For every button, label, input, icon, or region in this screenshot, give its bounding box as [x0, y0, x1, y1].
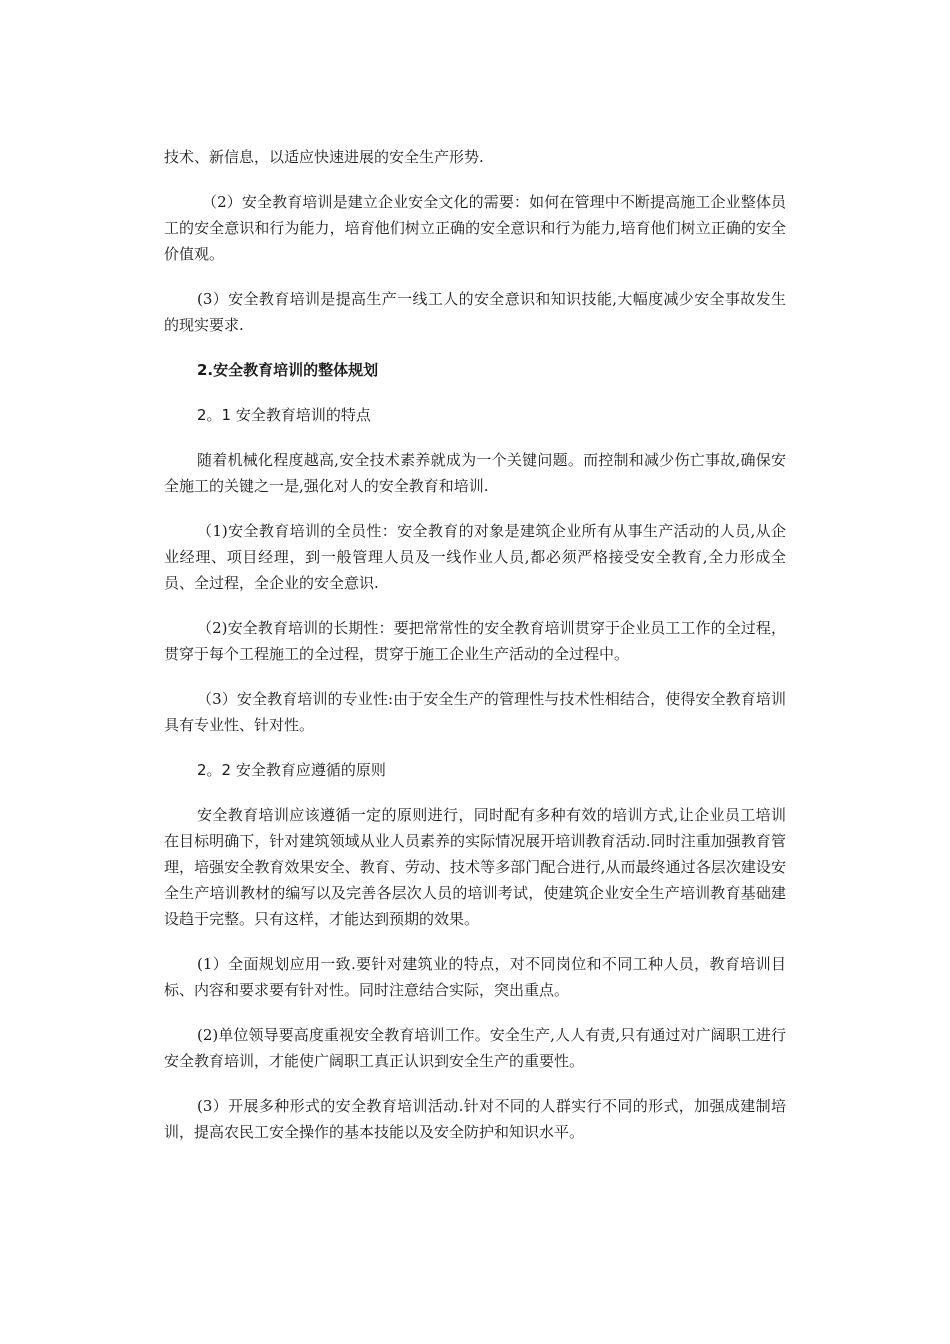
paragraph-principle-2: (2)单位领导要高度重视安全教育培训工作。安全生产,人人有责,只有通过对广阔职工进行安全教育培训，才能使广阔职工真正认识到安全生产的重要性。 [164, 1026, 786, 1070]
paragraph-professional: （3）安全教育培训的专业性:由于安全生产的管理性与技术性相结合，使得安全教育培训具有专业性、针对性。 [164, 690, 786, 734]
subsection-heading-principles: 2。2 安全教育应遵循的原则 [197, 761, 386, 779]
paragraph-principles-body: 安全教育培训应该遵循一定的原则进行，同时配有多种有效的培训方式,让企业员工培训在目标明确下，针对建筑领域从业人员素养的实际情况展开培训教育活动.同时注重加强教育管理，培强安全教育效果安全、教育、劳动、技术等多部门配合进行,从而最终通过各层次建设安全生产培训教材的编写以及完善各层次人员的培训考试，使建筑企业安全生产培训教育基础建设趋于完整。只有这样，才能达到预期的效果。 [164, 806, 786, 928]
paragraph-mechanization: 随着机械化程度越高,安全技术素养就成为一个关键问题。而控制和减少伤亡事故,确保安全施工的关键之一是,强化对人的安全教育和培训. [164, 451, 786, 495]
paragraph-point-3-skills: (3）安全教育培训是提高生产一线工人的安全意识和知识技能,大幅度减少安全事故发生的现实要求. [164, 290, 786, 334]
paragraph-long-term: （2)安全教育培训的长期性：要把常常性的安全教育培训贯穿于企业员工工作的全过程，贯穿于每个工程施工的全过程，贯穿于施工企业生产活动的全过程中。 [164, 619, 786, 663]
paragraph-universality: （1)安全教育培训的全员性：安全教育的对象是建筑企业所有从事生产活动的人员,从企业经理、项目经理，到一般管理人员及一线作业人员,都必须严格接受安全教育,全力形成全员、全过程，全企业的安全意识. [164, 522, 786, 592]
paragraph-principle-3: (3）开展多种形式的安全教育培训活动.针对不同的人群实行不同的形式，加强成建制培训，提高农民工安全操作的基本技能以及安全防护和知识水平。 [164, 1097, 786, 1141]
paragraph-continued: 技术、新信息，以适应快速进展的安全生产形势. [164, 148, 484, 166]
paragraph-point-2-culture: （2）安全教育培训是建立企业安全文化的需要：如何在管理中不断提高施工企业整体员工的安全意识和行为能力，培育他们树立正确的安全意识和行为能力,培育他们树立正确的安全价值观。 [164, 193, 786, 263]
section-heading-overall-plan: 2.安全教育培训的整体规划 [197, 361, 379, 379]
subsection-heading-characteristics: 2。1 安全教育培训的特点 [197, 406, 371, 424]
document-body [164, 144, 786, 1164]
paragraph-principle-1: (1）全面规划应用一致.要针对建筑业的特点，对不同岗位和不同工种人员，教育培训目标、内容和要求要有针对性。同时注意结合实际，突出重点。 [164, 955, 786, 999]
